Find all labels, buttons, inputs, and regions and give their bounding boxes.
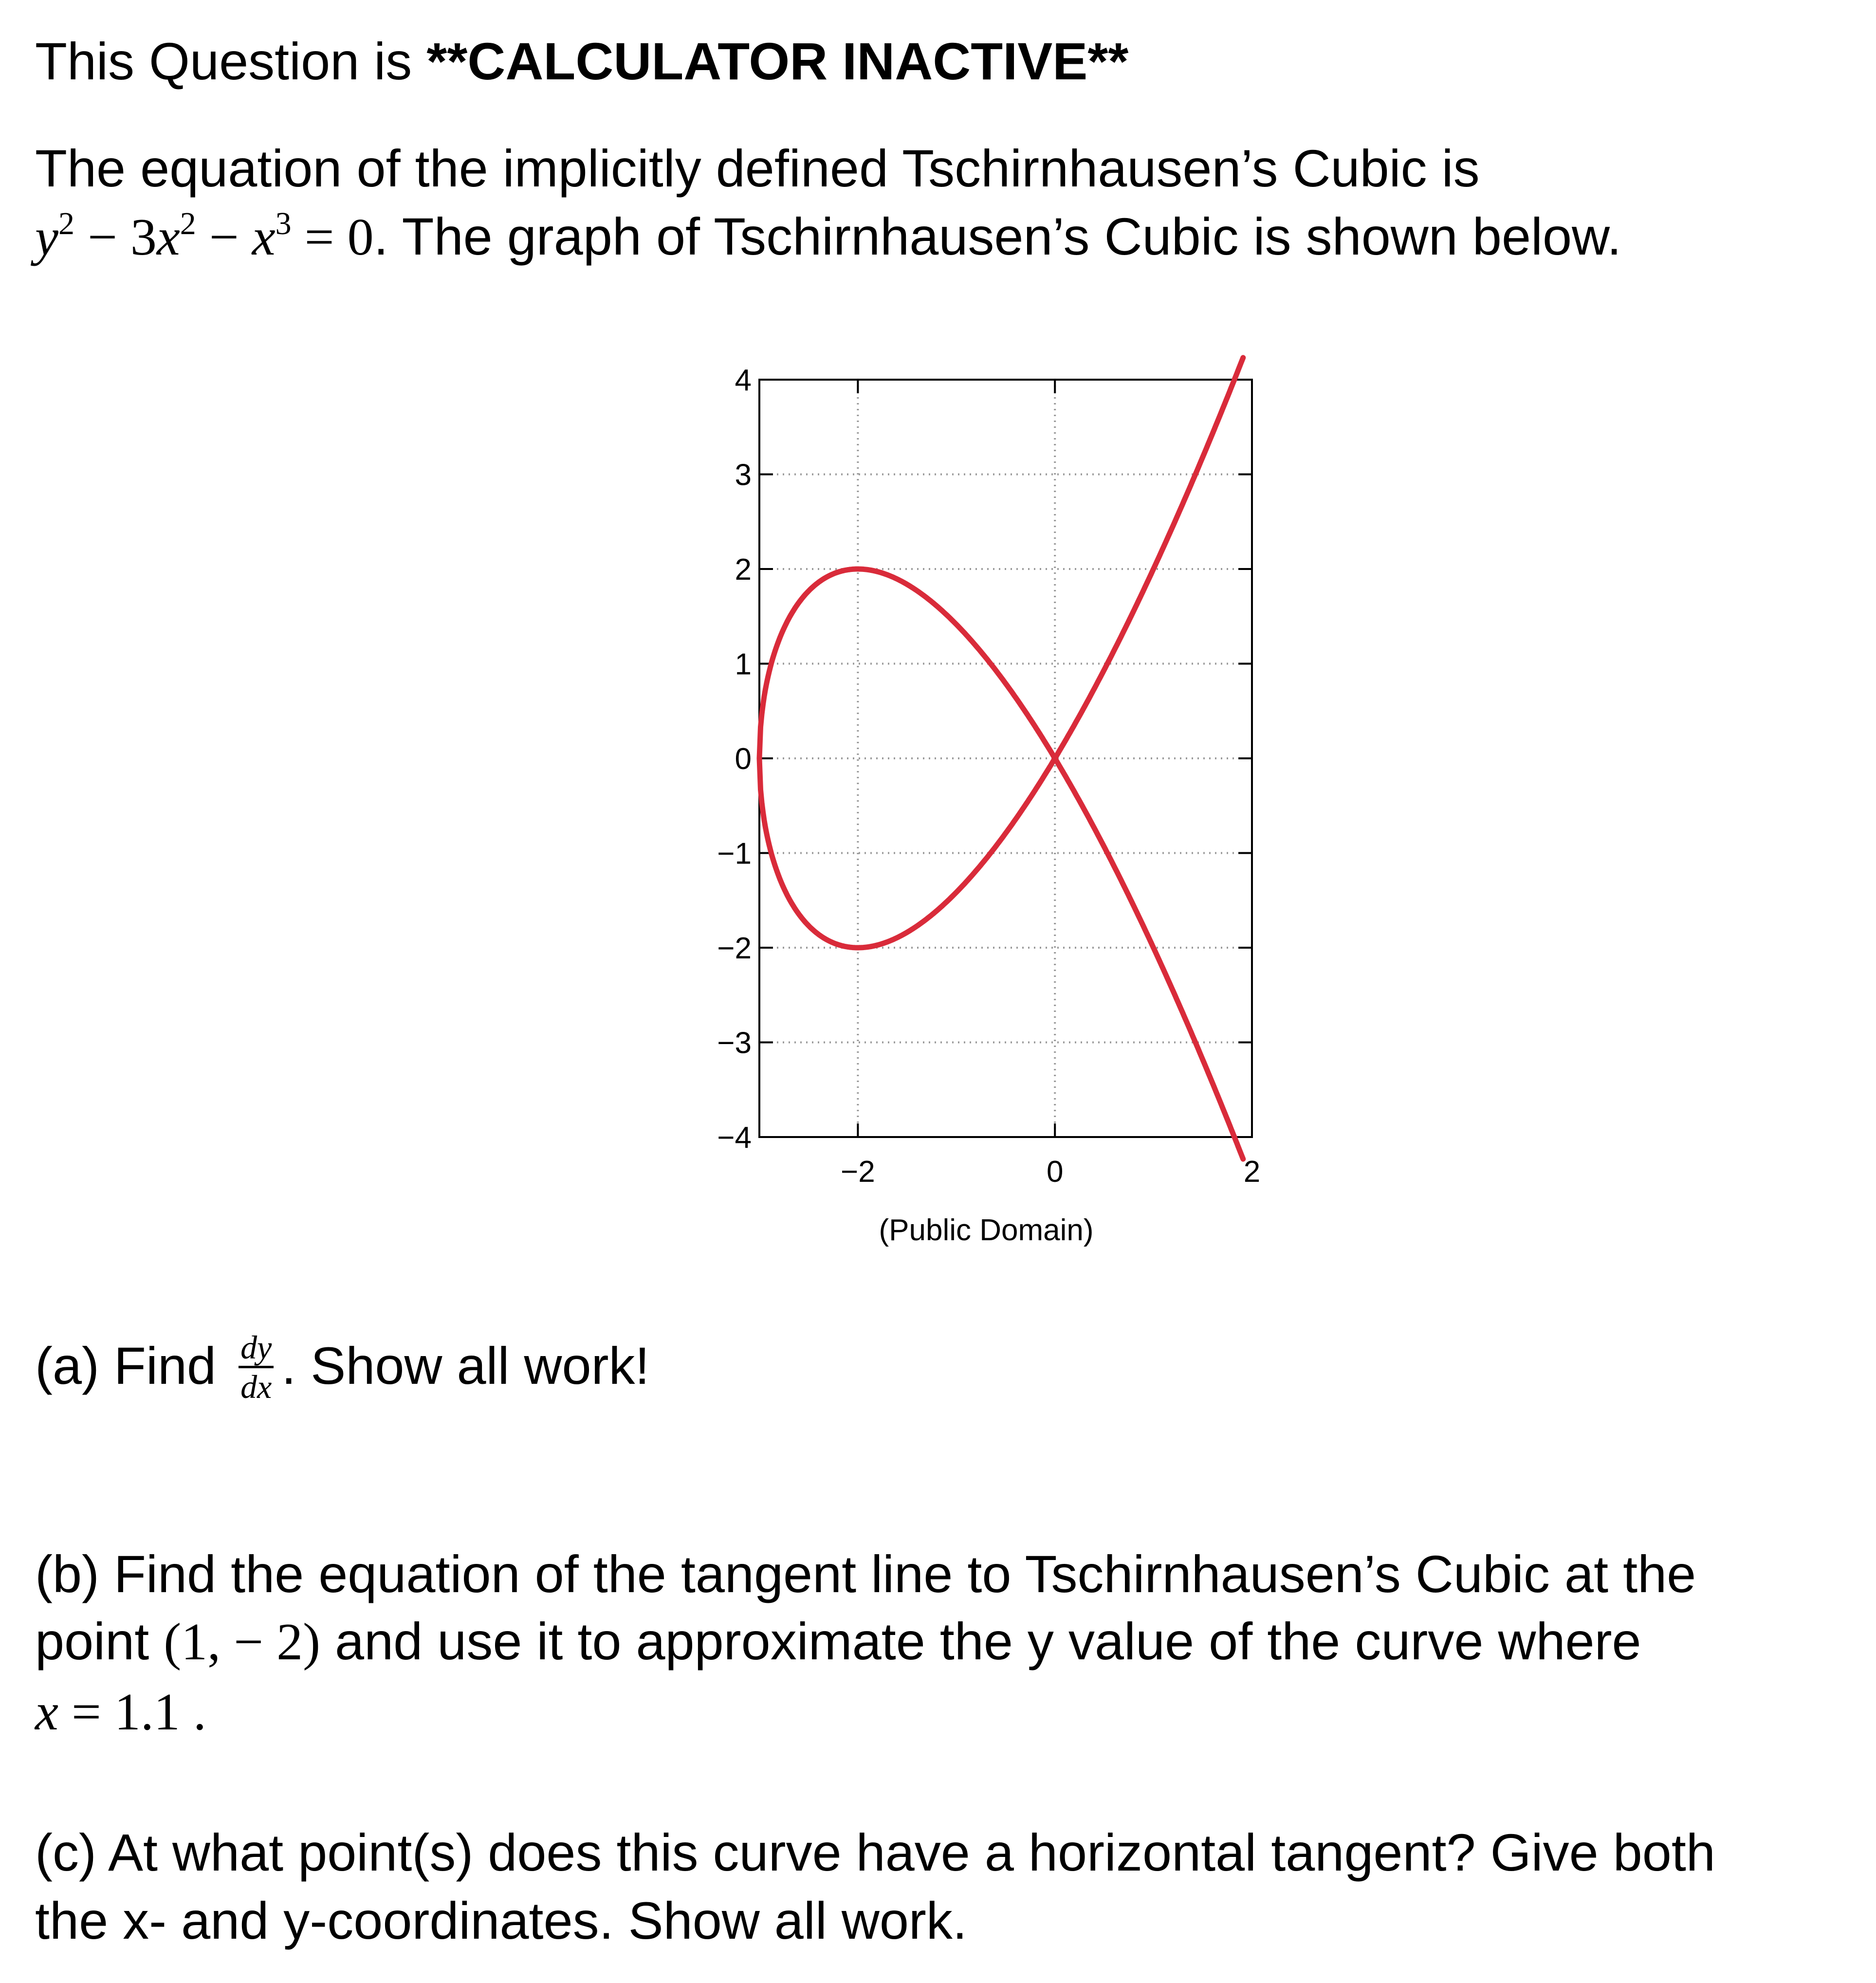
part-b-line-2	[35, 1612, 1641, 1671]
y-tick-label: −2	[717, 932, 752, 965]
part-c-line-2: the x- and y-coordinates. Show all work.	[35, 1891, 967, 1950]
part-b-line-2-tail: and use it to approximate the y value of the curve where	[320, 1612, 1641, 1671]
problem-sentence-2: . The graph of Tschirnhausen’s Cubic is shown below.	[373, 207, 1622, 266]
x-tick-label: 2	[1243, 1155, 1261, 1189]
cubic-equation: $y^2 - 3x^2 - x^3 = 0$	[35, 206, 374, 266]
part-a	[35, 1329, 650, 1406]
chart-grid	[759, 380, 1252, 1137]
problem-sentence-1: The equation of the implicitly defined Tschirnhausen’s Cubic is	[35, 139, 1480, 198]
dy-dx-fraction: $\frac{dy}{dx}$	[239, 1331, 274, 1403]
y-tick-label: −4	[717, 1121, 752, 1155]
y-tick-label: 3	[735, 458, 752, 492]
y-tick-label: 4	[735, 364, 752, 397]
chart-caption: (Public Domain)	[879, 1213, 1094, 1247]
y-tick-label: −3	[717, 1026, 752, 1060]
x-value-expression: x = 1.1 .	[35, 1683, 206, 1741]
part-b-line-3	[35, 1685, 206, 1739]
x-tick-label: −2	[841, 1155, 875, 1189]
chart-tick-labels	[717, 364, 1260, 1189]
part-a-tail: . Show all work!	[281, 1336, 650, 1395]
curve-branch-upper	[759, 358, 1243, 948]
part-c-line-1: (c) At what point(s) does this curve have a horizontal tangent? Give both	[35, 1823, 1715, 1882]
y-tick-label: 1	[735, 647, 752, 681]
part-b-line-1: (b) Find the equation of the tangent line to Tschirnhausen’s Cubic at the	[35, 1544, 1696, 1603]
y-tick-label: 0	[735, 742, 752, 776]
header-intro: This Question is	[35, 32, 427, 91]
calculator-inactive-label: **CALCULATOR INACTIVE**	[426, 32, 1129, 91]
part-b-line-2-lead: point	[35, 1612, 164, 1671]
y-tick-label: −1	[717, 837, 752, 871]
tangent-point: (1, − 2)	[164, 1613, 321, 1671]
curve-branch-lower	[759, 569, 1243, 1159]
y-tick-label: 2	[735, 553, 752, 587]
chart-curves	[759, 358, 1243, 1159]
part-a-lead: (a) Find	[35, 1336, 231, 1395]
x-tick-label: 0	[1046, 1155, 1064, 1189]
